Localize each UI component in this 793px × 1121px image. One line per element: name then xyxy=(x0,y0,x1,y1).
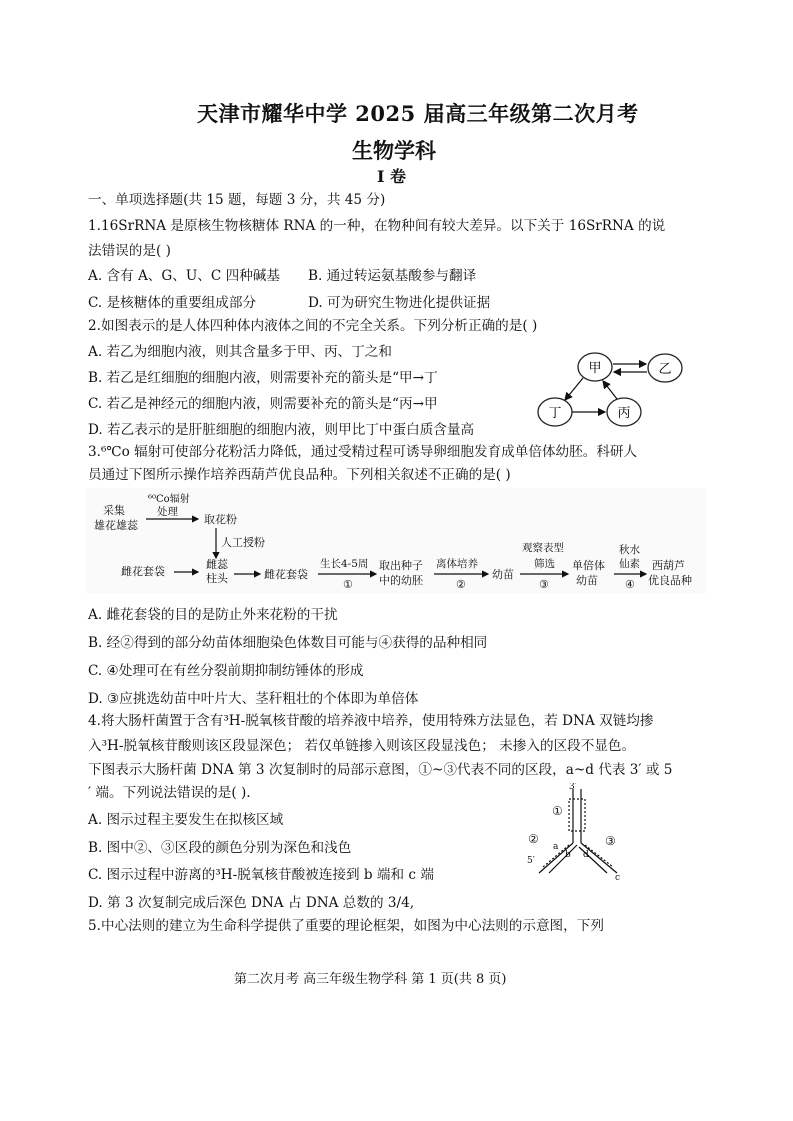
node-bing: 丙 xyxy=(617,406,631,421)
q1-option-c[interactable]: C. 是核糖体的重要组成部分 xyxy=(88,295,257,311)
q1-option-d[interactable]: D. 可为研究生物进化提供证据 xyxy=(308,295,491,311)
q3-option-b[interactable]: B. 经②得到的部分幼苗体细胞染色体数目可能与④获得的品种相同 xyxy=(88,635,488,651)
q2-option-d[interactable]: D. 若乙表示的是肝脏细胞的细胞内液，则甲比丁中蛋白质含量高 xyxy=(88,422,475,438)
q2-fluid-diagram xyxy=(535,345,715,430)
flow-step-2: ② xyxy=(456,578,466,591)
label-5-prime: 5′ xyxy=(527,856,535,866)
q1-stem-line1: 1.16SrRNA 是原核生物核糖体 RNA 的一种，在物种间有较大差异。以下关于 16SrRNA 的说 xyxy=(88,218,666,234)
flow-female-bag2: 雌花套袋 xyxy=(264,568,308,581)
page-footer: 第二次月考 高三年级生物学科 第 1 页(共 8 页) xyxy=(234,972,507,987)
flow-haploid-2: 幼苗 xyxy=(576,574,598,587)
q3-breeding-flowchart xyxy=(86,488,706,593)
q1-option-b[interactable]: B. 通过转运氨基酸参与翻译 xyxy=(308,268,477,284)
flow-step-4: ④ xyxy=(625,578,635,591)
q4-option-b[interactable]: B. 图中②、③区段的颜色分别为深色和浅色 xyxy=(88,840,352,856)
flow-embryo-1: 取出种子 xyxy=(379,559,423,572)
end-c: c xyxy=(615,873,621,883)
q4-stem-line4: ′ 端。下列说法错误的是( ). xyxy=(88,785,251,801)
end-d: d xyxy=(583,850,589,860)
node-ding: 丁 xyxy=(548,406,562,421)
flow-radiation-top: ⁶⁰Co辐射 xyxy=(148,494,190,505)
flow-pollen: 取花粉 xyxy=(204,513,237,526)
flow-step-3: ③ xyxy=(539,578,549,591)
q4-stem-line1: 4.将大肠杆菌置于含有³H-脱氧核苷酸的培养液中培养，使用特殊方法显色，若 DNA 双链均掺 xyxy=(88,713,654,729)
q2-stem: 2.如图表示的是人体四种体内液体之间的不完全关系。下列分析正确的是( ) xyxy=(88,318,538,334)
q5-stem-line1: 5.中心法则的建立为生命科学提供了重要的理论框架，如图为中心法则的示意图，下列 xyxy=(88,918,604,934)
flow-observe-top: 观察表型 xyxy=(522,542,564,554)
node-yi: 乙 xyxy=(658,362,672,377)
flow-seedling: 幼苗 xyxy=(492,568,514,581)
volume-label: I 卷 xyxy=(377,167,407,186)
flow-radiation-bottom: 处理 xyxy=(157,506,178,518)
q3-option-d[interactable]: D. ③应挑选幼苗中叶片大、茎秆粗壮的个体即为单倍体 xyxy=(88,691,419,707)
flow-colch-bottom: 仙素 xyxy=(619,558,640,570)
flow-observe-bottom: 筛选 xyxy=(534,558,555,570)
flow-female-bag: 雌花套袋 xyxy=(121,565,165,578)
region-1-label: ① xyxy=(552,804,563,818)
q1-option-a[interactable]: A. 含有 A、G、U、C 四种碱基 xyxy=(88,268,280,284)
end-b: b xyxy=(565,850,571,860)
q1-stem-line2: 法错误的是( ) xyxy=(88,243,171,259)
flow-result-2: 优良品种 xyxy=(648,574,692,587)
flow-stigma-1: 雌蕊 xyxy=(206,558,228,571)
flow-result-1: 西葫芦 xyxy=(652,559,685,572)
end-a: a xyxy=(553,842,559,852)
region-3-label: ③ xyxy=(605,834,616,848)
flow-haploid-1: 单倍体 xyxy=(572,559,605,572)
q3-option-c[interactable]: C. ④处理可在有丝分裂前期抑制纺锤体的形成 xyxy=(88,663,364,679)
q4-option-c[interactable]: C. 图示过程中游离的³H-脱氧核苷酸被连接到 b 端和 c 端 xyxy=(88,867,434,883)
flow-collect-1: 采集 xyxy=(103,504,125,517)
flow-collect-2: 雄花雄蕊 xyxy=(94,519,138,532)
flow-pollination: 人工授粉 xyxy=(221,536,265,549)
region-1-box xyxy=(569,799,585,831)
subject-title: 生物学科 xyxy=(352,138,436,163)
q2-option-a[interactable]: A. 若乙为细胞内液，则其含量多于甲、丙、丁之和 xyxy=(88,344,392,360)
q4-stem-line2: 入³H-脱氧核苷酸则该区段显深色； 若仅单链掺入则该区段显浅色； 未掺入的区段不显色。 xyxy=(88,738,636,754)
q3-stem-line2: 员通过下图所示操作培养西葫芦优良品种。下列相关叙述不正确的是( ) xyxy=(88,467,511,483)
q4-dna-replication-diagram xyxy=(525,783,640,883)
region-2-label: ② xyxy=(528,832,539,846)
q3-option-a[interactable]: A. 雌花套袋的目的是防止外来花粉的干扰 xyxy=(88,607,338,623)
arrow-bing-jia xyxy=(603,381,617,399)
q4-option-d[interactable]: D. 第 3 次复制完成后深色 DNA 占 DNA 总数的 3/4, xyxy=(88,895,415,911)
flow-embryo-2: 中的幼胚 xyxy=(379,574,423,587)
flow-colch-top: 秋水 xyxy=(619,544,640,556)
q3-stem-line1: 3.⁶℃o 辐射可使部分花粉活力降低，通过受精过程可诱导卵细胞发育成单倍体幼胚。科研人 xyxy=(88,444,638,460)
flow-grow-label: 生长4-5周 xyxy=(320,558,369,570)
arrow-jia-ding xyxy=(565,378,583,400)
q2-option-c[interactable]: C. 若乙是神经元的细胞内液，则需要补充的箭头是“丙→甲 xyxy=(88,396,438,412)
q4-stem-line3: 下图表示大肠杆菌 DNA 第 3 次复制时的局部示意图，①~③代表不同的区段，a~d 代表 3′ 或 5 xyxy=(88,762,673,778)
exam-title: 天津市耀华中学 2025 届高三年级第二次月考 xyxy=(197,101,639,126)
label-3-prime: 3′ xyxy=(569,783,577,792)
flow-culture-label: 离体培养 xyxy=(436,558,478,570)
q4-option-a[interactable]: A. 图示过程主要发生在拟核区域 xyxy=(88,812,284,828)
q2-option-b[interactable]: B. 若乙是红细胞的细胞内液，则需要补充的箭头是“甲→丁 xyxy=(88,370,438,386)
section-heading: 一、单项选择题(共 15 题，每题 3 分，共 45 分) xyxy=(88,192,386,208)
flow-stigma-2: 柱头 xyxy=(206,572,228,585)
node-jia: 甲 xyxy=(588,361,602,376)
flow-step-1: ① xyxy=(343,578,353,591)
